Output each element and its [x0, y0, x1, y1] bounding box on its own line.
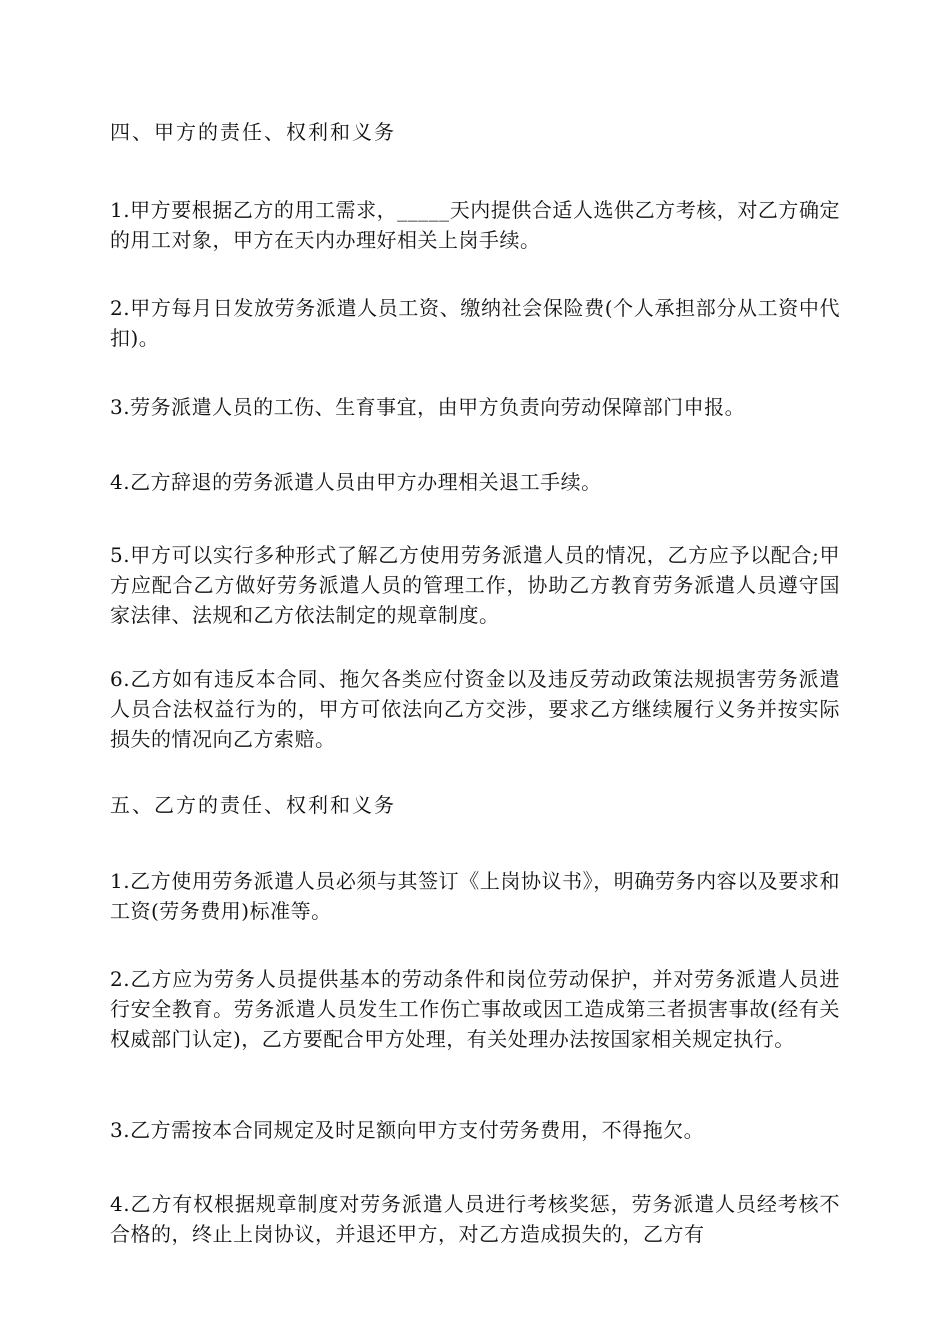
clause-4-4: 4.乙方辞退的劳务派遣人员由甲方办理相关退工手续。: [110, 470, 602, 494]
clause-5-3: 3.乙方需按本合同规定及时足额向甲方支付劳务费用，不得拖欠。: [110, 1118, 705, 1142]
clause-4-6: 6.乙方如有违反本合同、拖欠各类应付资金以及违反劳动政策法规损害劳务派遣人员合法权益行为的，甲方可依法向乙方交涉，要求乙方继续履行义务并按实际损失的情况向乙方索赔。: [110, 667, 840, 751]
clause-4-1: 1.甲方要根据乙方的用工需求，_____天内提供合适人选供乙方考核，对乙方确定的用工对象，甲方在天内办理好相关上岗手续。: [110, 198, 840, 252]
section-heading-5: 五、乙方的责任、权利和义务: [110, 793, 396, 817]
clause-4-2: 2.甲方每月日发放劳务派遣人员工资、缴纳社会保险费(个人承担部分从工资中代扣)。: [110, 296, 840, 350]
clause-4-5: 5.甲方可以实行多种形式了解乙方使用劳务派遣人员的情况，乙方应予以配合;甲方应配合乙方做好劳务派遣人员的管理工作，协助乙方教育劳务派遣人员遵守国家法律、法规和乙方依法制定的规章制度。: [110, 543, 840, 627]
clause-5-4: 4.乙方有权根据规章制度对劳务派遣人员进行考核奖惩，劳务派遣人员经考核不合格的，终止上岗协议，并退还甲方，对乙方造成损失的，乙方有: [110, 1192, 840, 1246]
clause-5-1: 1.乙方使用劳务派遣人员必须与其签订《上岗协议书》，明确劳务内容以及要求和工资(劳务费用)标准等。: [110, 869, 840, 923]
clause-4-3: 3.劳务派遣人员的工伤、生育事宜，由甲方负责向劳动保障部门申报。: [110, 395, 746, 419]
section-heading-4: 四、甲方的责任、权利和义务: [110, 120, 396, 144]
clause-5-2: 2.乙方应为劳务人员提供基本的劳动条件和岗位劳动保护，并对劳务派遣人员进行安全教育。劳务派遣人员发生工作伤亡事故或因工造成第三者损害事故(经有关权威部门认定)，乙方要配合甲方处理，有关处理办法按国家相关规定执行。: [110, 967, 840, 1051]
